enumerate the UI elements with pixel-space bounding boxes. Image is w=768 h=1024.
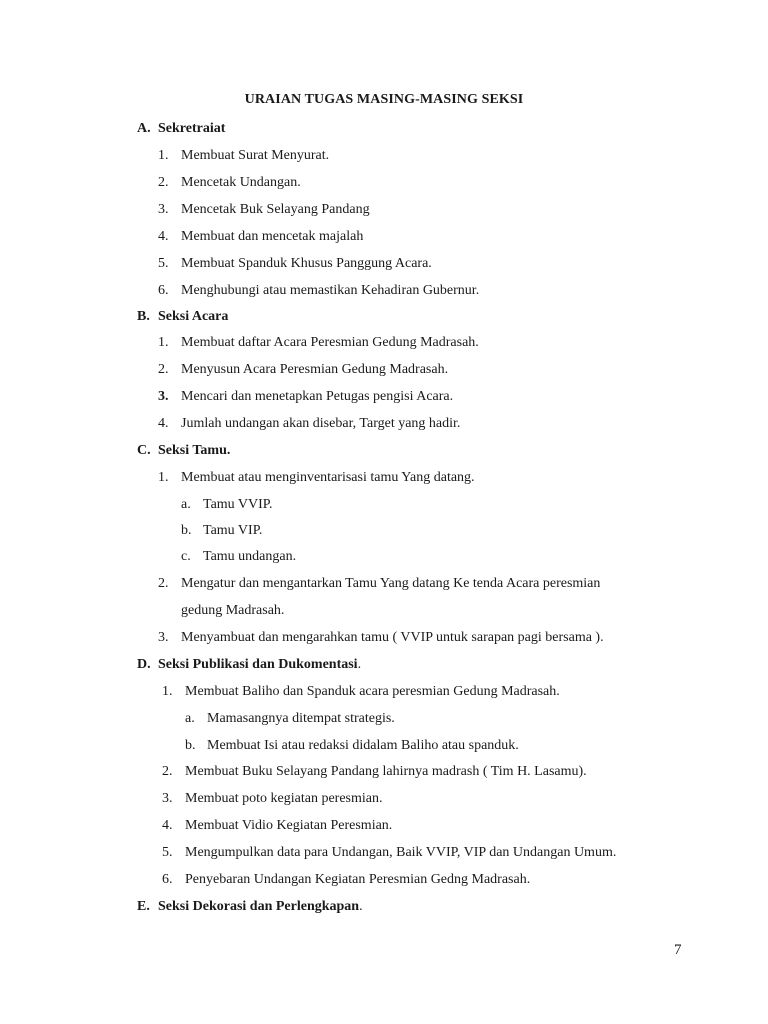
item-text: Mengumpulkan data para Undangan, Baik VVIP, VIP dan Undangan Umum. xyxy=(185,845,617,860)
subitem-text: Membuat Isi atau redaksi didalam Baliho atau spanduk. xyxy=(207,738,519,753)
item-number: 5. xyxy=(162,845,173,860)
subitem-letter: a. xyxy=(181,497,191,512)
section-letter: A. xyxy=(137,121,151,136)
item-number: 3. xyxy=(162,791,173,806)
page-number: 7 xyxy=(674,942,682,958)
section-letter: C. xyxy=(137,443,151,458)
item-text: Mencetak Undangan. xyxy=(181,175,301,190)
section-letter: E. xyxy=(137,899,150,914)
item-text: Membuat daftar Acara Peresmian Gedung Madrasah. xyxy=(181,335,479,350)
item-number: 3. xyxy=(158,202,169,217)
item-text-continuation: gedung Madrasah. xyxy=(181,603,285,618)
item-text: Membuat Baliho dan Spanduk acara peresmian Gedung Madrasah. xyxy=(185,684,560,699)
subitem-letter: b. xyxy=(185,738,196,753)
subitem-text: Tamu undangan. xyxy=(203,549,297,564)
item-text: Membuat poto kegiatan peresmian. xyxy=(185,791,383,806)
subitem-text: Mamasangnya ditempat strategis. xyxy=(207,711,395,726)
subitem-letter: a. xyxy=(185,711,195,726)
item-number: 4. xyxy=(162,818,173,833)
item-number: 2. xyxy=(158,362,169,377)
item-text: Mengatur dan mengantarkan Tamu Yang datang Ke tenda Acara peresmian xyxy=(181,576,601,591)
item-number: 2. xyxy=(158,175,169,190)
section-heading: Sekretraiat xyxy=(158,121,226,136)
item-text: Membuat atau menginventarisasi tamu Yang datang. xyxy=(181,470,475,485)
section-heading: Seksi Tamu. xyxy=(158,443,231,458)
item-text: Menyambuat dan mengarahkan tamu ( VVIP untuk sarapan pagi bersama ). xyxy=(181,630,604,645)
item-number: 4. xyxy=(158,416,169,431)
item-text: Jumlah undangan akan disebar, Target yang hadir. xyxy=(181,416,461,431)
document-title: URAIAN TUGAS MASING-MASING SEKSI xyxy=(244,92,524,107)
item-number: 4. xyxy=(158,229,169,244)
heading-period: . xyxy=(357,657,362,672)
item-number: 3. xyxy=(158,389,169,404)
item-number: 1. xyxy=(162,684,173,699)
heading-period: . xyxy=(359,899,363,914)
subitem-text: Tamu VVIP. xyxy=(203,497,273,512)
item-number: 2. xyxy=(158,576,169,591)
item-text: Membuat Vidio Kegiatan Peresmian. xyxy=(185,818,393,833)
section-letter: D. xyxy=(137,657,151,672)
item-text: Membuat Surat Menyurat. xyxy=(181,148,330,163)
item-text: Membuat Buku Selayang Pandang lahirnya madrash ( Tim H. Lasamu). xyxy=(185,764,587,779)
item-number: 1. xyxy=(158,470,169,485)
item-text: Menyusun Acara Peresmian Gedung Madrasah. xyxy=(181,362,449,377)
item-number: 6. xyxy=(158,283,169,298)
section-heading-line xyxy=(158,656,361,674)
subitem-letter: c. xyxy=(181,549,191,564)
section-heading: Seksi Dekorasi dan Perlengkapan xyxy=(158,899,360,914)
item-number: 1. xyxy=(158,148,169,163)
item-text: Membuat dan mencetak majalah xyxy=(181,229,364,244)
item-number: 2. xyxy=(162,764,173,779)
item-text: Membuat Spanduk Khusus Panggung Acara. xyxy=(181,256,432,271)
item-text: Menghubungi atau memastikan Kehadiran Gubernur. xyxy=(181,283,480,298)
item-text: Mencari dan menetapkan Petugas pengisi Acara. xyxy=(181,389,454,404)
item-number: 1. xyxy=(158,335,169,350)
item-text: Mencetak Buk Selayang Pandang xyxy=(181,202,370,217)
section-letter: B. xyxy=(137,309,150,324)
section-heading: Seksi Publikasi dan Dukomentasi xyxy=(158,657,358,672)
item-number: 6. xyxy=(162,872,173,887)
item-number: 3. xyxy=(158,630,169,645)
item-text: Penyebaran Undangan Kegiatan Peresmian Gedng Madrasah. xyxy=(185,872,531,887)
subitem-text: Tamu VIP. xyxy=(203,523,263,538)
section-heading: Seksi Acara xyxy=(158,309,229,324)
subitem-letter: b. xyxy=(181,523,192,538)
section-heading-line xyxy=(158,898,363,916)
item-number: 5. xyxy=(158,256,169,271)
